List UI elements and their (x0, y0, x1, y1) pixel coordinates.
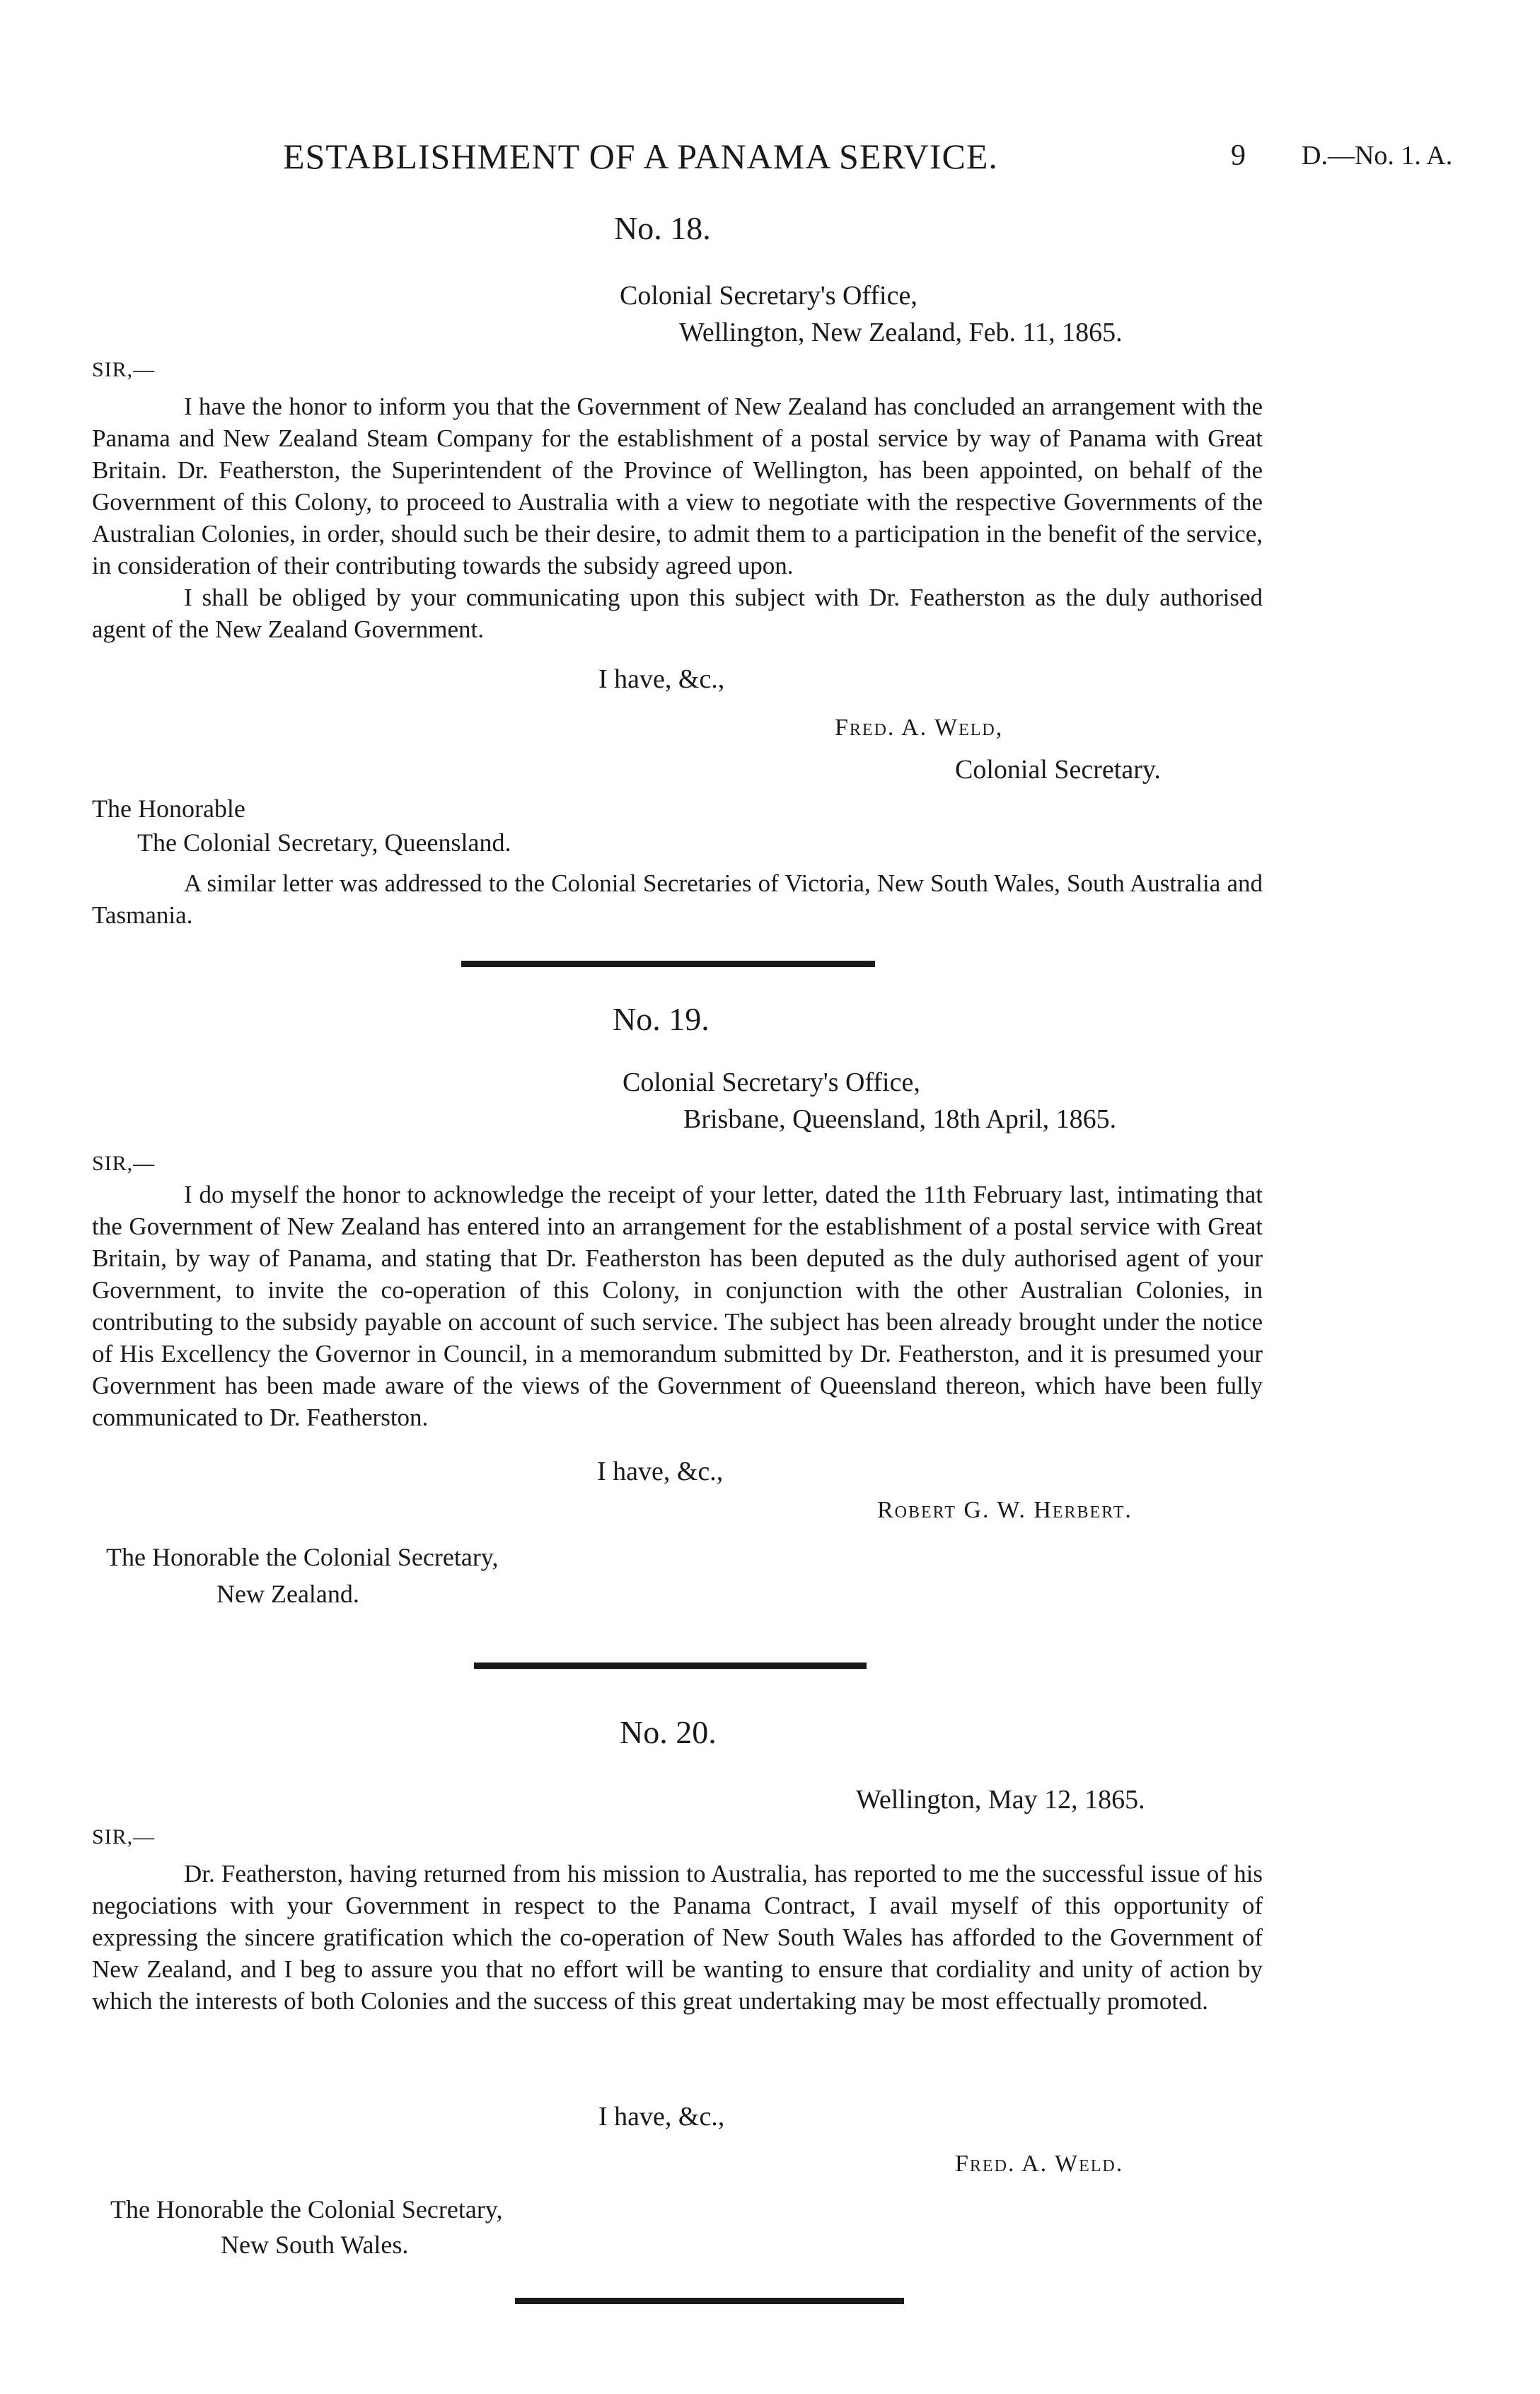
letter-salutation: SIR,— (92, 358, 156, 381)
letter-closing: I have, &c., (598, 2102, 725, 2132)
letter-address-line1: Colonial Secretary's Office, (623, 1068, 920, 1097)
document-reference: D.—No. 1. A. (1302, 141, 1453, 170)
letter-note (92, 867, 1263, 931)
section-divider (461, 961, 875, 967)
letter-paragraph: I do myself the honor to acknowledge the receipt of your letter, dated the 11th February last, intimating that the Government of New Zealand has entered into an arrangement for the establishment of a postal service with Great Britain, by way of Panama, and stating that Dr. Featherston has been deputed as the duly authorised agent of your Government, to invite the co-operation of this Colony, in conjunction with the other Australian Colonies, in contributing to the subsidy payable on account of such service. The subject has been already brought under the notice of His Excellency the Governor in Council, in a memorandum submitted by Dr. Featherston, and it is presumed your Government has been made aware of the views of the Government of Queensland thereon, which have been fully communicated to Dr. Featherston. (92, 1181, 1263, 1431)
letter-address-line2: Brisbane, Queensland, 18th April, 1865. (683, 1104, 1117, 1134)
letter-salutation: SIR,— (92, 1825, 156, 1849)
letter-recipient-line2: New Zealand. (216, 1580, 359, 1608)
letter-paragraph: Dr. Featherston, having returned from his mission to Australia, has reported to me the successful issue of his negociations with your Government in respect to the Panama Contract, I avail myself of this opportunity of expressing the sincere gratification which the co-operation of New South Wales has afforded to the Government of New Zealand, and I beg to assure you that no effort will be wanting to ensure that cordiality and unity of action by which the interests of both Colonies and the success of this great undertaking may be most effectually promoted. (92, 1860, 1263, 2015)
section-divider (474, 1663, 867, 1669)
letter-recipient-line2: The Colonial Secretary, Queensland. (137, 828, 511, 857)
letter-number: No. 19. (613, 1001, 710, 1037)
letter-signature: Fred. A. Weld, (835, 715, 1004, 741)
letter-signature-title: Colonial Secretary. (955, 755, 1161, 785)
letter-recipient-line2: New South Wales. (221, 2231, 409, 2259)
page-number: 9 (1231, 139, 1246, 172)
letter-signature: Fred. A. Weld. (955, 2151, 1124, 2177)
letter-body (92, 1858, 1263, 2017)
letter-recipient-line1: The Honorable the Colonial Secretary, (106, 1543, 499, 1571)
page-title: ESTABLISHMENT OF A PANAMA SERVICE. (283, 137, 998, 176)
letter-recipient-line1: The Honorable (92, 794, 245, 823)
letter-body (92, 1179, 1263, 1433)
letter-address-line1: Wellington, May 12, 1865. (856, 1785, 1145, 1815)
letter-number: No. 18. (614, 210, 711, 246)
letter-address-line2: Wellington, New Zealand, Feb. 11, 1865. (679, 318, 1123, 347)
letter-note-text: A similar letter was addressed to the Colonial Secretaries of Victoria, New South Wales, South Australia and Tasmania. (92, 869, 1263, 929)
letter-recipient-line1: The Honorable the Colonial Secretary, (110, 2195, 503, 2224)
letter-signature: Robert G. W. Herbert. (877, 1497, 1133, 1523)
letter-salutation: SIR,— (92, 1152, 156, 1175)
letter-number: No. 20. (620, 1714, 717, 1750)
letter-address-line1: Colonial Secretary's Office, (620, 281, 917, 311)
letter-closing: I have, &c., (598, 664, 725, 694)
letter-paragraph: I have the honor to inform you that the Government of New Zealand has concluded an arrangement with the Panama and New Zealand Steam Company for the establishment of a postal service by way of Panama with Great Britain. Dr. Featherston, the Superintendent of the Province of Wellington, has been appointed, on behalf of the Government of this Colony, to proceed to Australia with a view to negotiate with the respective Governments of the Australian Colonies, in order, should such be their desire, to admit them to a participation in the benefit of the service, in consideration of their contributing towards the subsidy agreed upon. (92, 393, 1263, 579)
letter-paragraph: I shall be obliged by your communicating upon this subject with Dr. Featherston as the duly authorised agent of the New Zealand Government. (92, 584, 1263, 643)
letter-closing: I have, &c., (597, 1457, 724, 1486)
section-divider (515, 2298, 904, 2304)
letter-body (92, 391, 1263, 645)
